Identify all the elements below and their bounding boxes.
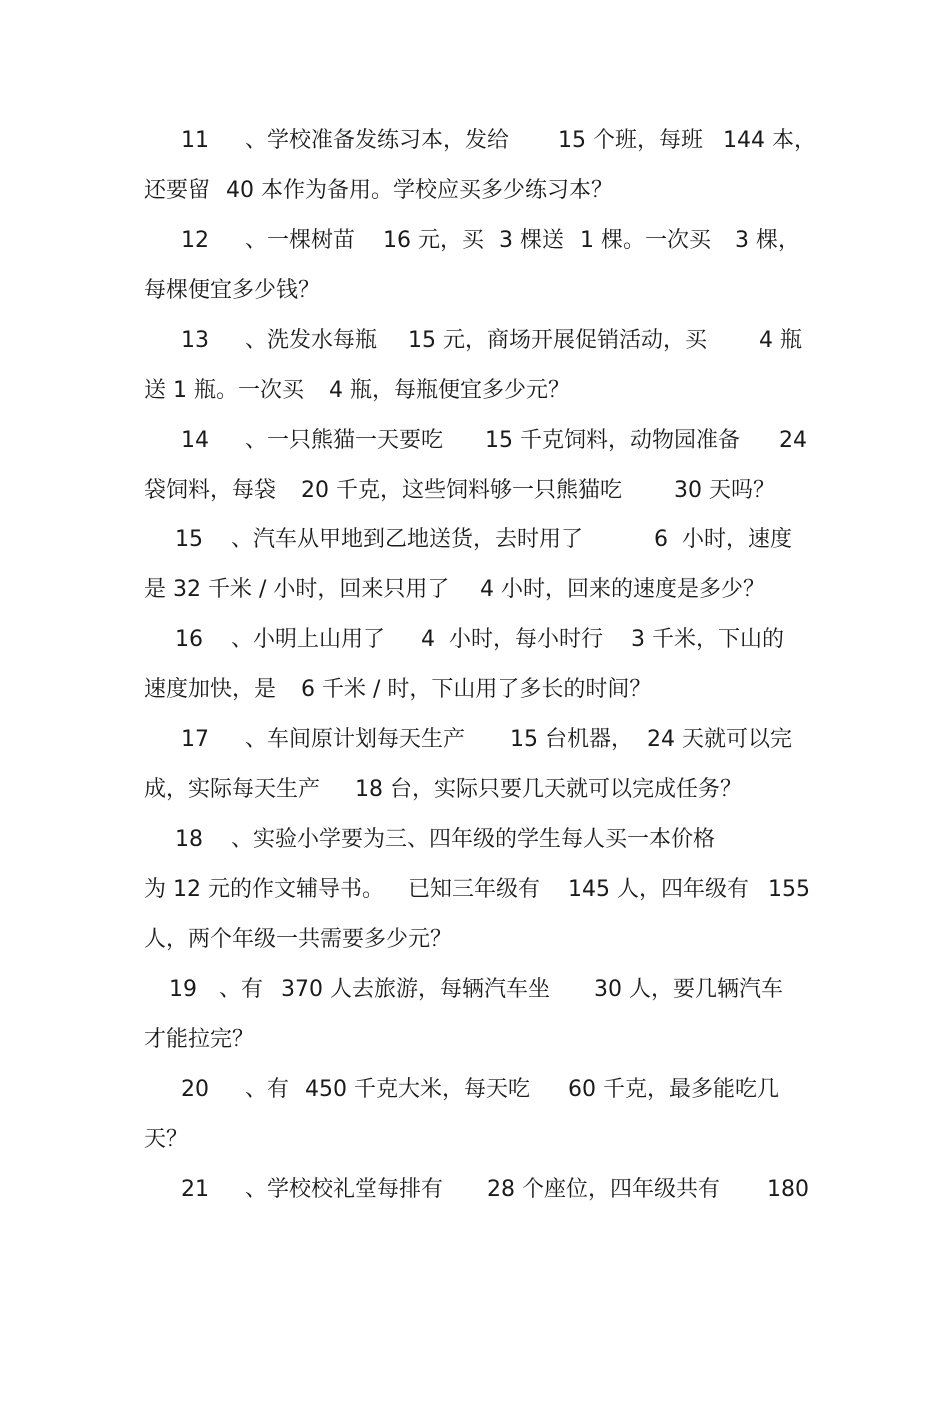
- problem-text: 6 千米 / 时，下山用了多长的时间？: [301, 677, 652, 702]
- problem-13-line-2: [0, 371, 950, 411]
- problem-16-line-2: [0, 670, 950, 710]
- problem-text: 送 1 瓶。一次买: [144, 378, 304, 403]
- problem-14-line-1: [0, 421, 950, 461]
- problem-16-line-1: [0, 620, 950, 660]
- problem-11-line-1: [0, 121, 950, 161]
- problem-20-line-2: [0, 1120, 950, 1160]
- problem-text: 15 个班，每班: [558, 128, 703, 153]
- problem-text: 才能拉完？: [144, 1027, 255, 1052]
- problem-text: 、学校校礼堂每排有: [245, 1177, 444, 1202]
- problem-number: 12: [181, 228, 209, 253]
- problem-text: 、一棵树苗: [245, 228, 356, 253]
- problem-text: 每棵便宜多少钱？: [144, 278, 321, 303]
- problem-number: 18: [175, 827, 203, 852]
- problem-text: 为 12 元的作文辅导书。: [144, 877, 384, 902]
- problem-text: 18 台，实际只要几天就可以完成任务？: [355, 777, 742, 802]
- problem-number: 17: [181, 727, 209, 752]
- problem-text: 还要留: [144, 178, 211, 203]
- problem-text: 155: [768, 877, 810, 902]
- problem-text: 1 棵。一次买: [580, 228, 711, 253]
- problem-text: 、车间原计划每天生产: [245, 727, 466, 752]
- problem-text: 15 千克饲料，动物园准备: [485, 428, 740, 453]
- problem-text: 40 本作为备用。学校应买多少练习本？: [226, 178, 613, 203]
- problem-text: 15 台机器，: [510, 727, 633, 752]
- problem-text: 16 元，买: [383, 228, 484, 253]
- problem-text: 4 瓶: [759, 328, 802, 353]
- problem-text: 人，两个年级一共需要多少元？: [144, 927, 453, 952]
- problem-text: 、有: [245, 1077, 290, 1102]
- problem-text: 四年级有: [661, 877, 750, 902]
- problem-17-line-2: [0, 770, 950, 810]
- problem-text: 、学校准备发练习本，发给: [245, 128, 510, 153]
- problem-text: 30 天吗？: [674, 478, 775, 503]
- problem-text: 15 元，商场开展促销活动，买: [408, 328, 707, 353]
- problem-text: 已知三年级有: [408, 877, 541, 902]
- problem-number: 19: [169, 977, 197, 1002]
- problem-text: 30 人，要几辆汽车: [594, 977, 783, 1002]
- problem-text: 4 瓶，每瓶便宜多少元？: [329, 378, 570, 403]
- problem-17-line-1: [0, 720, 950, 760]
- problem-text: 4 小时，回来的速度是多少？: [480, 577, 765, 602]
- problem-12-line-1: [0, 221, 950, 261]
- problem-20-line-1: [0, 1070, 950, 1110]
- problem-text: 、洗发水每瓶: [245, 328, 378, 353]
- problem-text: 370 人去旅游，每辆汽车坐: [281, 977, 550, 1002]
- problem-text: 145 人，: [568, 877, 661, 902]
- problem-number: 21: [181, 1177, 209, 1202]
- problem-text: 3 棵，: [735, 228, 800, 253]
- problem-text: 、有: [219, 977, 264, 1002]
- problem-text: 20 千克，这些饲料够一只熊猫吃: [301, 478, 622, 503]
- problem-text: 、实验小学要为三、四年级的学生每人买一本价格: [231, 827, 716, 852]
- problem-text: 是 32 千米 / 小时，回来只用了: [144, 577, 450, 602]
- problem-text: 60 千克，最多能吃几: [568, 1077, 779, 1102]
- problem-15-line-1: [0, 520, 950, 560]
- problem-text: 6 小时，速度: [654, 527, 792, 552]
- problem-text: 4 小时，每小时行: [421, 627, 603, 652]
- problem-text: 3 棵送: [499, 228, 564, 253]
- problem-number: 15: [175, 527, 203, 552]
- problem-13-line-1: [0, 321, 950, 361]
- problem-number: 13: [181, 328, 209, 353]
- problem-text: 3 千米，下山的: [631, 627, 784, 652]
- problem-18-line-2: [0, 870, 950, 910]
- problem-text: 28 个座位，四年级共有: [487, 1177, 720, 1202]
- problem-text: 成，实际每天生产: [144, 777, 321, 802]
- problem-text: 、汽车从甲地到乙地送货，去时用了: [231, 527, 584, 552]
- problem-18-line-3: [0, 920, 950, 960]
- problem-12-line-2: [0, 271, 950, 311]
- problem-number: 14: [181, 428, 209, 453]
- problem-text: 450 千克大米，每天吃: [305, 1077, 530, 1102]
- problem-14-line-2: [0, 471, 950, 511]
- problem-text: 24: [779, 428, 807, 453]
- problem-text: 180: [767, 1177, 809, 1202]
- problem-15-line-2: [0, 570, 950, 610]
- problem-text: 速度加快，是: [144, 677, 277, 702]
- problem-number: 20: [181, 1077, 209, 1102]
- problem-text: 144 本，: [723, 128, 816, 153]
- problem-11-line-2: [0, 171, 950, 211]
- problem-text: 天？: [144, 1127, 189, 1152]
- problem-18-line-1: [0, 820, 950, 860]
- problem-21-line-1: [0, 1170, 950, 1210]
- problem-19-line-1: [0, 970, 950, 1010]
- problem-text: 、一只熊猫一天要吃: [245, 428, 444, 453]
- problem-text: 、小明上山用了: [231, 627, 386, 652]
- problem-number: 11: [181, 128, 209, 153]
- problem-text: 袋饲料，每袋: [144, 478, 277, 503]
- problem-19-line-2: [0, 1020, 950, 1060]
- problem-number: 16: [175, 627, 203, 652]
- problem-text: 24 天就可以完: [647, 727, 792, 752]
